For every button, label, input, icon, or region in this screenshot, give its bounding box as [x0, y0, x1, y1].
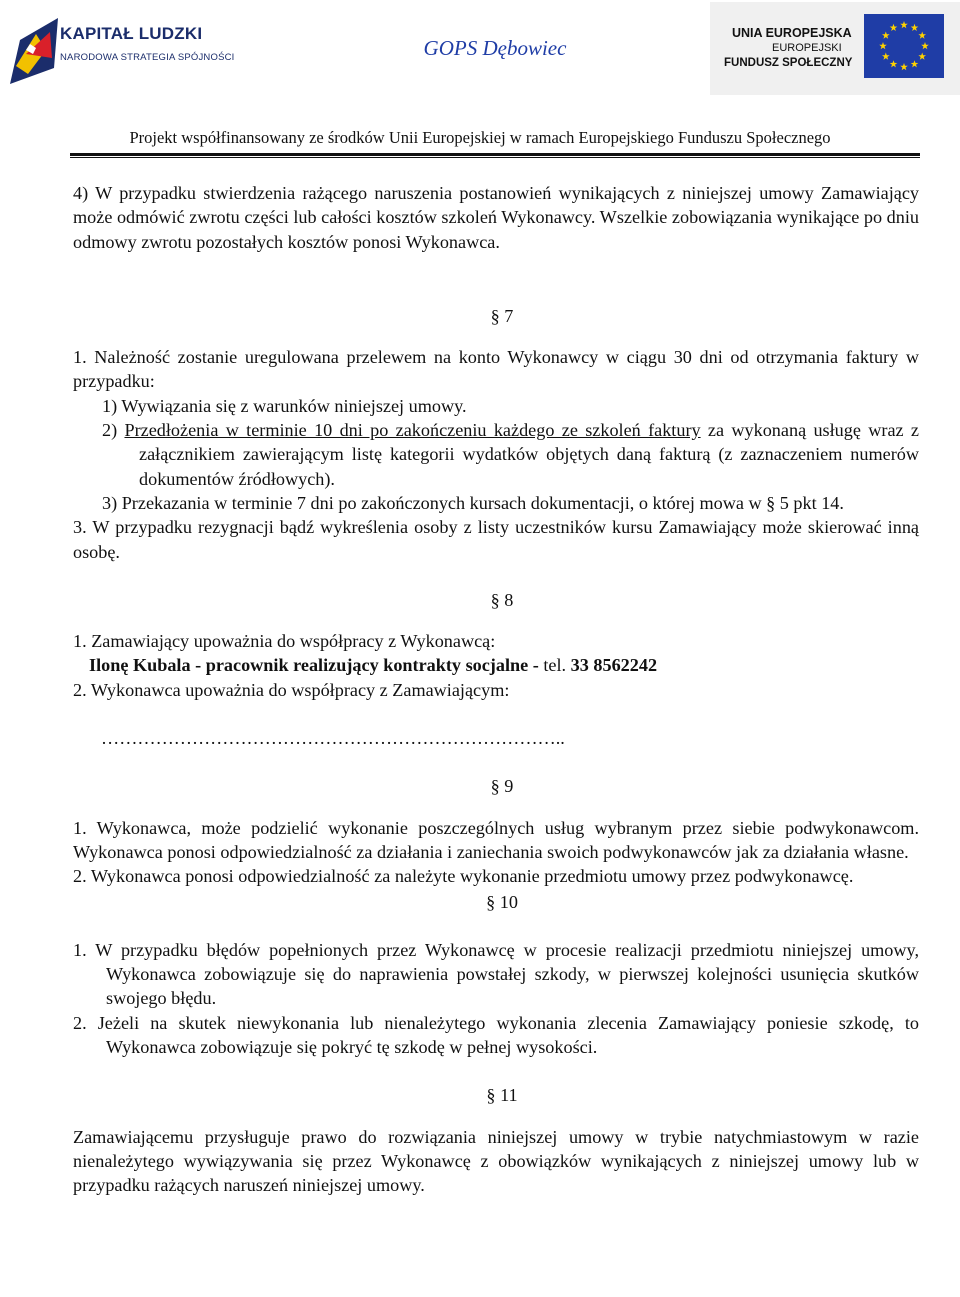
section-7-point-3: 3. W przypadku rezygnacji bądź wykreślenia osoby z listy uczestników kursu Zamawiający może skierować inną osobę. [73, 517, 919, 562]
section-8-point-2: 2. Wykonawca upoważnia do współpracy z Zamawiającym: [73, 679, 510, 700]
section-7-subpoint-3: 3) Przekazania w terminie 7 dni po zakończonych kursach dokumentacji, o której mowa w § 5 pkt 14. [102, 492, 844, 513]
section-9-heading: § 9 [490, 776, 514, 797]
header-title: GOPS Dębowiec [423, 36, 567, 60]
eu-logo-line3: FUNDUSZ SPOŁECZNY [724, 57, 853, 69]
subpoint-2-underlined-text: Przedłożenia w terminie 10 dni po zakończeniu każdego ze szkoleń faktury [124, 420, 701, 441]
section-7-subpoint-1: 1) Wywiązania się z warunków niniejszej umowy. [102, 395, 467, 416]
section-8-point-1: 1. Zamawiający upoważnia do współpracy z Wykonawcą: [73, 631, 496, 652]
contact-person-name: Ilonę Kubala - pracownik realizujący kontrakty socjalne - [89, 655, 539, 676]
section-7-heading: § 7 [490, 305, 514, 326]
project-cofinancing-line: Projekt współfinansowany ze środków Unii Europejskiej w ramach Europejskiego Funduszu Społecznego [129, 128, 831, 147]
eu-logo-line1: UNIA EUROPEJSKA [732, 26, 852, 40]
subpoint-2-number: 2) [102, 420, 125, 441]
paragraph-4: 4) W przypadku stwierdzenia rażącego naruszenia postanowień wynikających z niniejszej umowy Zamawiający może odmówić zwrotu części lub całości kosztów szkoleń Wykonawcy. Wszelkie zobowiązania wynikające po dniu odmowy zwrotu pozostałych kosztów ponosi Wykonawca. [73, 183, 919, 252]
contact-tel-number: 33 8562242 [570, 655, 658, 676]
section-11-heading: § 11 [486, 1085, 518, 1106]
section-9-point-1: 1. Wykonawca, może podzielić wykonanie poszczególnych usług wybranym przez siebie podwykonawcom. Wykonawca ponosi odpowiedzialność za działania i zaniechania swoich podwykonawców jak za działania własne. [73, 817, 919, 862]
section-8-dotted-line: ………………………………………………………………….. [101, 728, 565, 749]
section-10-heading: § 10 [486, 891, 518, 912]
section-7-subpoint-2 [73, 418, 919, 491]
section-11-text: Zamawiającemu przysługuje prawo do rozwiązania niniejszej umowy w trybie natychmiastowym w razie nienależytego wywiązywania się przez Wykonawcę z obowiązków wynikających z niniejszej umowy lub w przypadku rażących naruszeń niniejszej umowy. [73, 1126, 919, 1196]
section-7-point-1: 1. Należność zostanie uregulowana przelewem na konto Wykonawcy w ciągu 30 dni od otrzymania faktury w przypadku: [73, 347, 919, 392]
section-10-point-2: 2. Jeżeli na skutek niewykonania lub nienależytego wykonania zlecenia Zamawiający poniesie szkodę, to Wykonawca zobowiązuje się pokryć tę szkodę w pełnej wysokości. [73, 1012, 919, 1058]
section-10-point-1: 1. W przypadku błędów popełnionych przez Wykonawcę w procesie realizacji przedmiotu niniejszej umowy, Wykonawca zobowiązuje się do naprawienia powstałej szkody, w pierwszej kolejności usunięcia skutków swojego błędu. [73, 939, 919, 1009]
header-divider-thin [70, 157, 920, 158]
section-9-point-2: 2. Wykonawca ponosi odpowiedzialność za należyte wykonanie przedmiotu umowy przez podwykonawcę. [73, 866, 854, 887]
eu-logo-line2: EUROPEJSKI [772, 42, 842, 54]
section-8-heading: § 8 [490, 589, 514, 610]
kapital-ludzki-subtitle: NARODOWA STRATEGIA SPÓJNOŚCI [60, 52, 235, 63]
kapital-ludzki-title: KAPITAŁ LUDZKI [60, 24, 203, 43]
contact-tel-label: tel. [538, 655, 571, 676]
subpoint-2-text: za wykonaną usługę wraz z załącznikiem zawierającym listę kategorii wydatków objętych daną fakturą (z zaznaczeniem numerów dokumentów źródłowych). [139, 420, 919, 489]
header-divider [70, 153, 920, 156]
eu-logo [710, 2, 960, 95]
section-8-contact-person [73, 653, 919, 677]
document-body [73, 181, 919, 1198]
eu-flag-icon [864, 14, 944, 78]
page-header [0, 0, 960, 160]
